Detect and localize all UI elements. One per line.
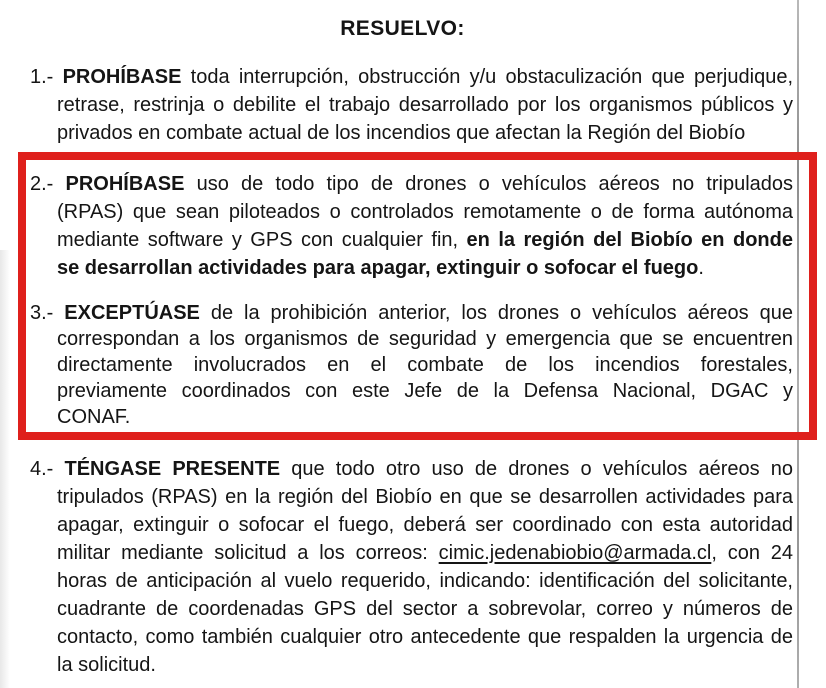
document-page	[30, 0, 793, 679]
text-segment: directamente involucrados en el combate de los incendios forestales,	[57, 354, 793, 376]
text-line	[57, 567, 793, 595]
text-segment: PROHÍBASE	[62, 66, 182, 88]
email-link[interactable]: cimic.jedenabiobio@armada.cl	[438, 542, 712, 564]
text-segment: previamente coordinados con este Jefe de la Defensa Nacional, DGAC y	[57, 380, 793, 402]
item-number: 1.-	[30, 66, 63, 88]
text-segment: , con 24	[711, 542, 793, 564]
text-line	[30, 170, 793, 198]
text-line	[57, 378, 793, 404]
item-number: 2.-	[30, 173, 66, 195]
text-segment: retrase, restrinja o debilite el trabajo desarrollado por los organismos públicos y	[57, 94, 793, 116]
text-line	[30, 455, 794, 483]
text-line	[57, 539, 793, 567]
text-segment: tripulados (RPAS) en la región del Biobío en que se desarrollen actividades para	[57, 486, 793, 508]
scan-shadow	[0, 250, 10, 688]
text-segment: PROHÍBASE	[65, 173, 185, 195]
text-line	[57, 91, 793, 119]
text-line	[57, 226, 793, 254]
text-segment: mediante software y GPS con cualquier fin,	[57, 229, 467, 251]
text-segment: privados en combate actual de los incendios que afectan la Región del Biobío	[57, 122, 746, 144]
text-segment: en la región del Biobío en donde	[466, 229, 793, 251]
text-line	[57, 404, 793, 430]
text-segment: CONAF.	[57, 406, 131, 428]
text-line	[57, 326, 793, 352]
text-segment: contacto, como también cualquier otro antecedente que respalden la urgencia de	[57, 626, 793, 648]
item-number: 3.-	[30, 302, 65, 324]
text-segment: uso de todo tipo de drones o vehículos aéreos no tripulados	[184, 173, 793, 195]
text-segment: .	[698, 257, 704, 279]
text-line	[57, 651, 793, 679]
text-line	[57, 352, 793, 378]
text-line	[57, 623, 793, 651]
text-segment: de la prohibición anterior, los drones o vehículos aéreos que	[199, 302, 793, 324]
text-line	[57, 483, 793, 511]
resolution-item-1	[30, 63, 793, 147]
text-segment: horas de anticipación al vuelo requerido, indicando: identificación del solicitante,	[57, 570, 793, 592]
text-line	[57, 119, 793, 147]
text-segment: EXCEPTÚASE	[64, 302, 200, 324]
resolution-item-4	[30, 455, 794, 679]
resolution-item-2	[30, 170, 793, 282]
text-line	[57, 511, 793, 539]
text-segment: (RPAS) que sean piloteados o controlados remotamente o de forma autónoma	[57, 201, 793, 223]
text-line	[30, 63, 793, 91]
text-line	[57, 198, 793, 226]
text-segment: toda interrupción, obstrucción y/u obstaculización que perjudique,	[181, 66, 793, 88]
text-segment: se desarrollan actividades para apagar, extinguir o sofocar el fuego	[57, 257, 699, 279]
text-line	[30, 300, 793, 326]
text-line	[57, 595, 793, 623]
highlight-box	[18, 152, 817, 440]
resolution-items	[30, 63, 793, 679]
text-segment: TÉNGASE PRESENTE	[64, 458, 281, 480]
text-segment: que todo otro uso de drones o vehículos aéreos no	[280, 458, 794, 480]
text-segment: apagar, extinguir o sofocar el fuego, deberá ser coordinado con esta autoridad	[57, 514, 793, 536]
resolution-item-3	[30, 300, 793, 430]
item-number: 4.-	[30, 458, 65, 480]
section-title: RESUELVO:	[340, 17, 465, 40]
text-segment: correspondan a los organismos de seguridad y emergencia que se encuentren	[57, 328, 793, 350]
text-segment: cuadrante de coordenadas GPS del sector a sobrevolar, correo y números de	[57, 598, 793, 620]
text-segment: la solicitud.	[57, 654, 156, 676]
text-line	[57, 254, 793, 282]
text-segment: militar mediante solicitud a los correos:	[57, 542, 439, 564]
